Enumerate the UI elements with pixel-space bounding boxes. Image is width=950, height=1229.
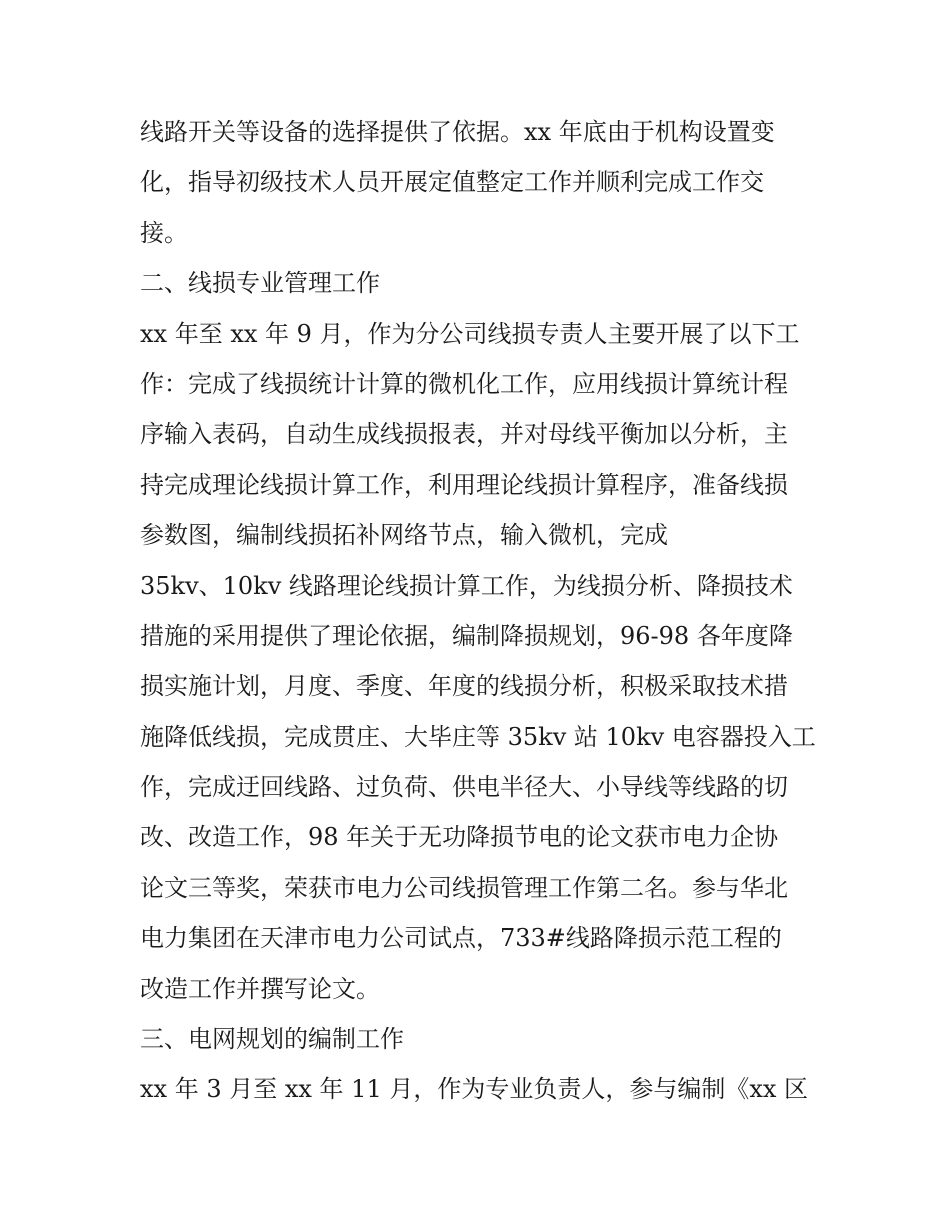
section-heading: 二、线损专业管理工作 (140, 269, 380, 298)
paragraph-line: 改造工作并撰写论文。 (140, 974, 380, 1003)
paragraph-line: 化，指导初级技术人员开展定值整定工作并顺利完成工作交 (140, 168, 764, 197)
paragraph-line: 损实施计划，月度、季度、年度的线损分析，积极采取技术措 (140, 672, 788, 701)
paragraph-line: 序输入表码，自动生成线损报表，并对母线平衡加以分析，主 (140, 420, 788, 449)
paragraph-line: 作：完成了线损统计计算的微机化工作，应用线损计算统计程 (140, 369, 788, 398)
paragraph-line: 电力集团在天津市电力公司试点，733#线路降损示范工程的 (140, 924, 782, 953)
paragraph-line: 35kv、10kv 线路理论线损计算工作，为线损分析、降损技术 (140, 571, 793, 600)
paragraph-line: 改、改造工作，98 年关于无功降损节电的论文获市电力企协 (140, 823, 779, 852)
paragraph-line: 施降低线损，完成贯庄、大毕庄等 35kv 站 10kv 电容器投入工 (140, 722, 816, 751)
paragraph-line: 持完成理论线损计算工作，利用理论线损计算程序，准备线损 (140, 470, 788, 499)
document-body (140, 107, 820, 1115)
paragraph-line: 线路开关等设备的选择提供了依据。xx 年底由于机构设置变 (140, 118, 775, 146)
paragraph-line: xx 年至 xx 年 9 月，作为分公司线损专责人主要开展了以下工 (140, 319, 800, 348)
paragraph-line: 论文三等奖，荣获市电力公司线损管理工作第二名。参与华北 (140, 873, 788, 902)
paragraph-line: 作，完成迂回线路、过负荷、供电半径大、小导线等线路的切 (140, 773, 788, 802)
paragraph-line: 措施的采用提供了理论依据，编制降损规划，96-98 各年度降 (140, 621, 793, 650)
paragraph-line: 参数图，编制线损拓补网络节点，输入微机，完成 (140, 521, 668, 550)
paragraph-line: 接。 (140, 218, 188, 247)
paragraph-line: xx 年 3 月至 xx 年 11 月，作为专业负责人，参与编制《xx 区 (140, 1075, 809, 1104)
section-heading: 三、电网规划的编制工作 (140, 1025, 404, 1054)
